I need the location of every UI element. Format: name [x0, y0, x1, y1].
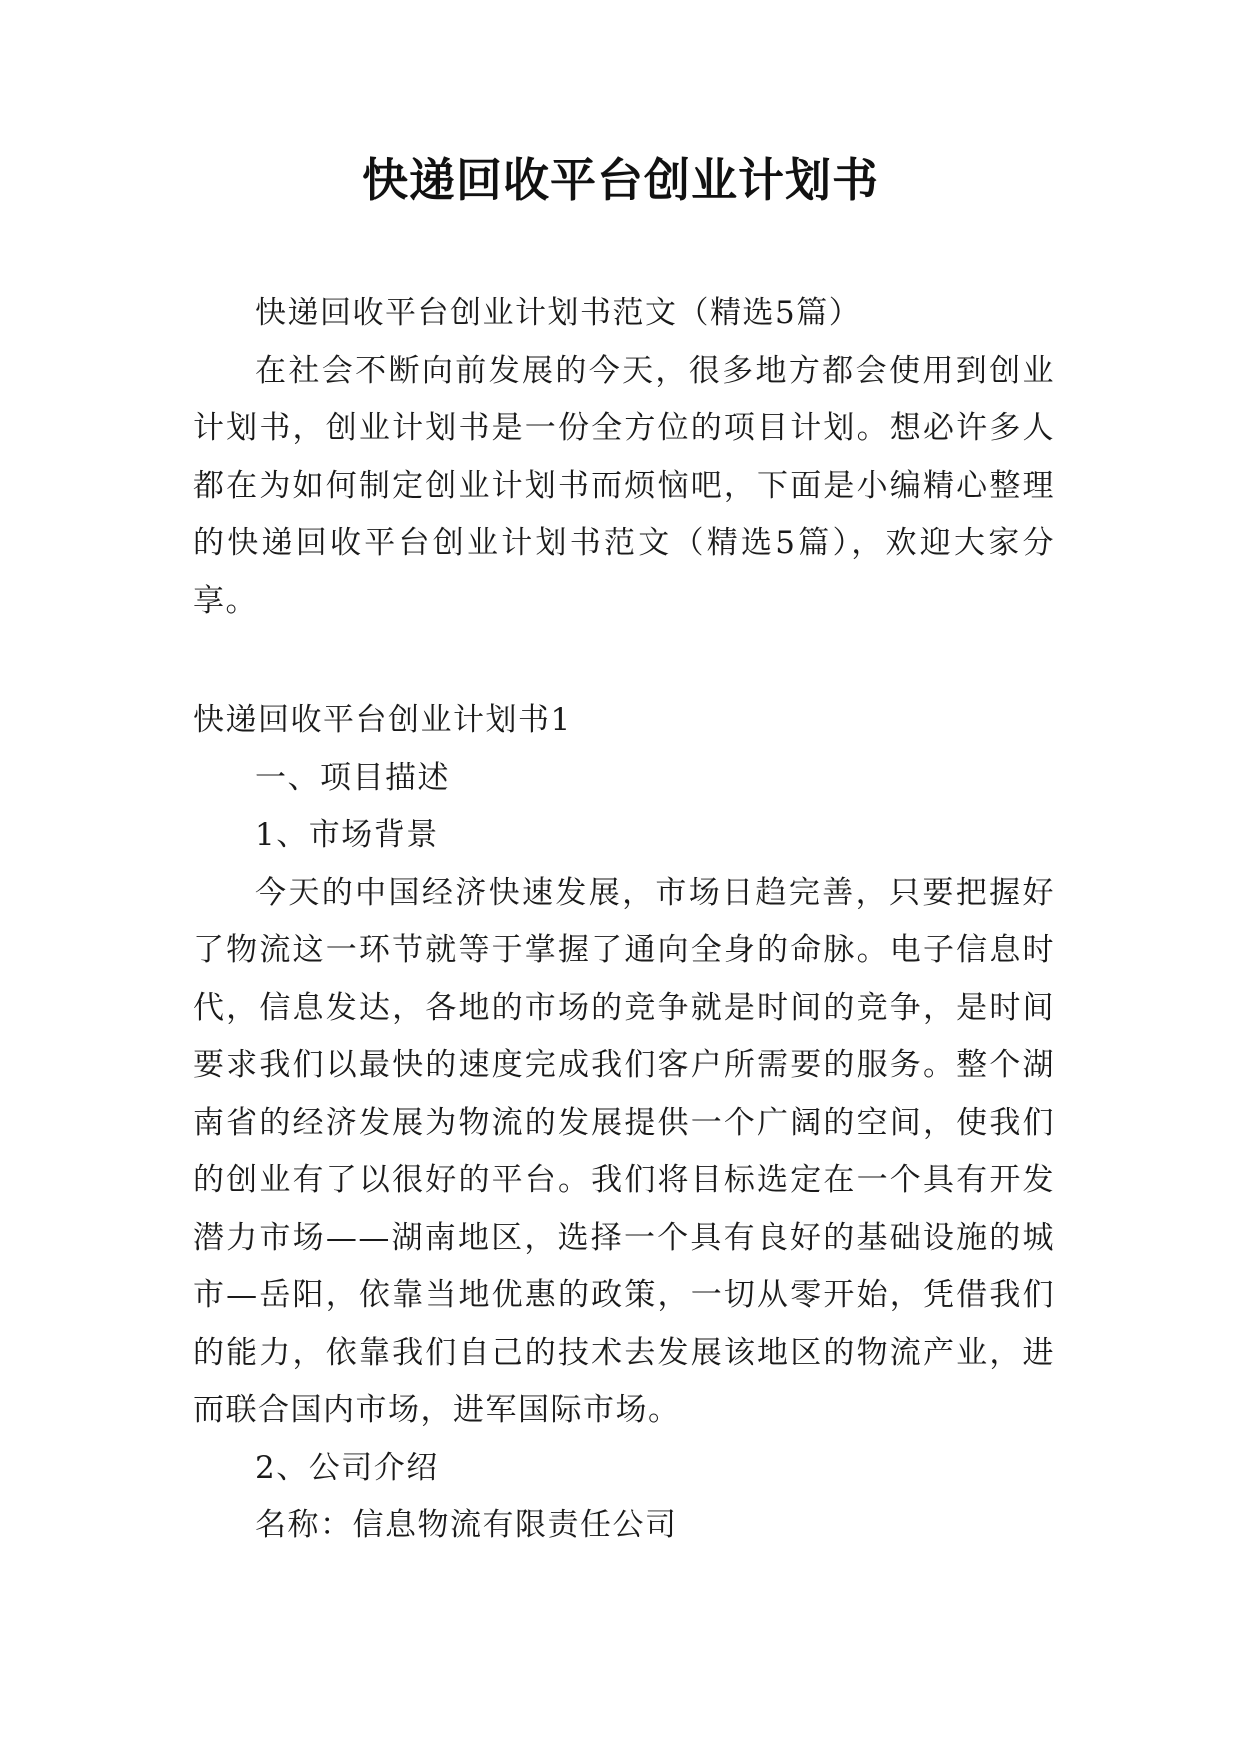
- company-name-line: 名称：信息物流有限责任公司: [255, 1507, 678, 1543]
- document-title: 快递回收平台创业计划书: [362, 153, 879, 207]
- subtitle-line: 快递回收平台创业计划书范文（精选5篇）: [255, 295, 862, 331]
- document-body: [193, 285, 1055, 1555]
- section-spacer: [193, 630, 1055, 692]
- section-heading: 快递回收平台创业计划书1: [193, 702, 572, 738]
- sub-heading-company: 2、公司介绍: [255, 1449, 439, 1486]
- part-heading: 一、项目描述: [255, 759, 450, 796]
- sub-heading-market: 1、市场背景: [255, 817, 439, 853]
- intro-paragraph: 在社会不断向前发展的今天，很多地方都会使用到创业计划书，创业计划书是一份全方位的项目计划。想必许多人都在为如何制定创业计划书而烦恼吧，下面是小编精心整理的快递回收平台创业计划书范文（精选5篇），欢迎大家分享。: [193, 352, 1055, 619]
- market-paragraph: 今天的中国经济快速发展，市场日趋完善，只要把握好了物流这一环节就等于掌握了通向全身的命脉。电子信息时代，信息发达，各地的市场的竞争就是时间的竞争，是时间要求我们以最快的速度完成我们客户所需要的服务。整个湖南省的经济发展为物流的发展提供一个广阔的空间，使我们的创业有了以很好的平台。我们将目标选定在一个具有开发潜力市场——湖南地区，选择一个具有良好的基础设施的城市—岳阳，依靠当地优惠的政策，一切从零开始，凭借我们的能力，依靠我们自己的技术去发展该地区的物流产业，进而联合国内市场，进军国际市场。: [193, 874, 1055, 1428]
